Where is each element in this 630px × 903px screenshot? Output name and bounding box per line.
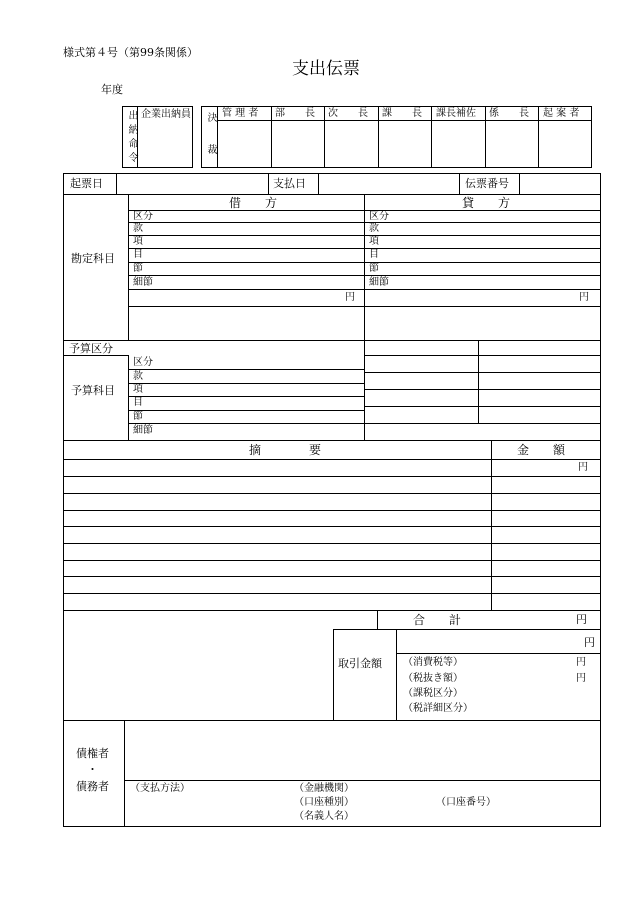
description-header: 摘 要 bbox=[249, 443, 322, 457]
credit-row-setsu: 節 bbox=[369, 263, 379, 274]
budget-row-division: 区分 bbox=[133, 357, 153, 368]
transaction-yen: 円 bbox=[584, 636, 595, 649]
payment-order-side-label: 出納命令 bbox=[126, 110, 137, 166]
budget-row-setsu: 節 bbox=[133, 411, 143, 422]
credit-row-division: 区分 bbox=[369, 211, 389, 222]
amount-header: 金 額 bbox=[517, 443, 566, 457]
bank-label: （金融機関） bbox=[294, 783, 354, 794]
tax-class-label: （課税区分） bbox=[403, 688, 463, 699]
tax-detail-label: （税詳細区分） bbox=[403, 703, 473, 714]
consumption-tax-yen: 円 bbox=[576, 657, 586, 668]
transaction-amount-label: 取引金額 bbox=[338, 657, 382, 670]
budget-subject-label: 予算科目 bbox=[71, 384, 115, 397]
debit-yen: 円 bbox=[345, 292, 355, 303]
debtor-label: 債務者 bbox=[76, 780, 109, 793]
accounts-label: 勘定科目 bbox=[71, 252, 115, 265]
issue-date-label: 起票日 bbox=[70, 177, 103, 190]
credit-row-moku: 目 bbox=[369, 249, 379, 260]
approval-col-director: 部 長 bbox=[275, 108, 315, 119]
debit-row-kan: 款 bbox=[133, 223, 143, 234]
creditor-label: 債権者 bbox=[76, 747, 109, 760]
account-holder-label: （名義人名） bbox=[294, 811, 354, 822]
debit-row-kou: 項 bbox=[133, 236, 143, 247]
debit-row-saisetsu: 細節 bbox=[133, 277, 153, 288]
payment-method-label: （支払方法） bbox=[130, 783, 190, 794]
credit-header: 貸 方 bbox=[462, 196, 511, 210]
page-title: 支出伝票 bbox=[292, 59, 360, 79]
credit-row-saisetsu: 細節 bbox=[369, 277, 389, 288]
budget-row-kan: 款 bbox=[133, 371, 143, 382]
credit-row-kan: 款 bbox=[369, 223, 379, 234]
cashier-label: 企業出納員 bbox=[141, 109, 191, 120]
amount-yen: 円 bbox=[578, 462, 588, 473]
debit-row-division: 区分 bbox=[133, 211, 153, 222]
debit-row-moku: 目 bbox=[133, 249, 143, 260]
approval-col-section-chief: 課 長 bbox=[382, 108, 422, 119]
slip-number-label: 伝票番号 bbox=[465, 177, 509, 190]
form-number: 様式第４号（第99条関係） bbox=[63, 46, 198, 59]
approval-col-deputy: 次 長 bbox=[328, 108, 368, 119]
credit-row-kou: 項 bbox=[369, 236, 379, 247]
account-number-label: （口座番号） bbox=[436, 797, 496, 808]
account-type-label: （口座種別） bbox=[294, 797, 354, 808]
approval-col-drafter: 起 案 者 bbox=[543, 108, 580, 119]
budget-row-moku: 目 bbox=[133, 397, 143, 408]
budget-division-label: 予算区分 bbox=[69, 342, 113, 355]
total-yen: 円 bbox=[576, 613, 587, 626]
pretax-amount-label: （税抜き額） bbox=[403, 673, 463, 684]
debit-header: 借 方 bbox=[229, 196, 278, 210]
approval-col-assistant-chief: 課長補佐 bbox=[436, 108, 476, 119]
creditor-debtor-separator: ・ bbox=[87, 763, 98, 776]
credit-yen: 円 bbox=[579, 292, 589, 303]
approval-col-manager: 管 理 者 bbox=[222, 108, 259, 119]
budget-row-saisetsu: 細節 bbox=[133, 425, 153, 436]
total-label: 合 計 bbox=[413, 613, 462, 627]
main-form bbox=[63, 173, 601, 827]
debit-row-setsu: 節 bbox=[133, 263, 143, 274]
approval-col-subsection-chief: 係 長 bbox=[489, 108, 529, 119]
pretax-amount-yen: 円 bbox=[576, 673, 586, 684]
consumption-tax-label: （消費税等） bbox=[403, 657, 463, 668]
budget-row-kou: 項 bbox=[133, 384, 143, 395]
fiscal-year-label: 年度 bbox=[101, 83, 123, 96]
payment-date-label: 支払日 bbox=[273, 177, 306, 190]
approval-side-label: 決裁 bbox=[205, 112, 216, 176]
